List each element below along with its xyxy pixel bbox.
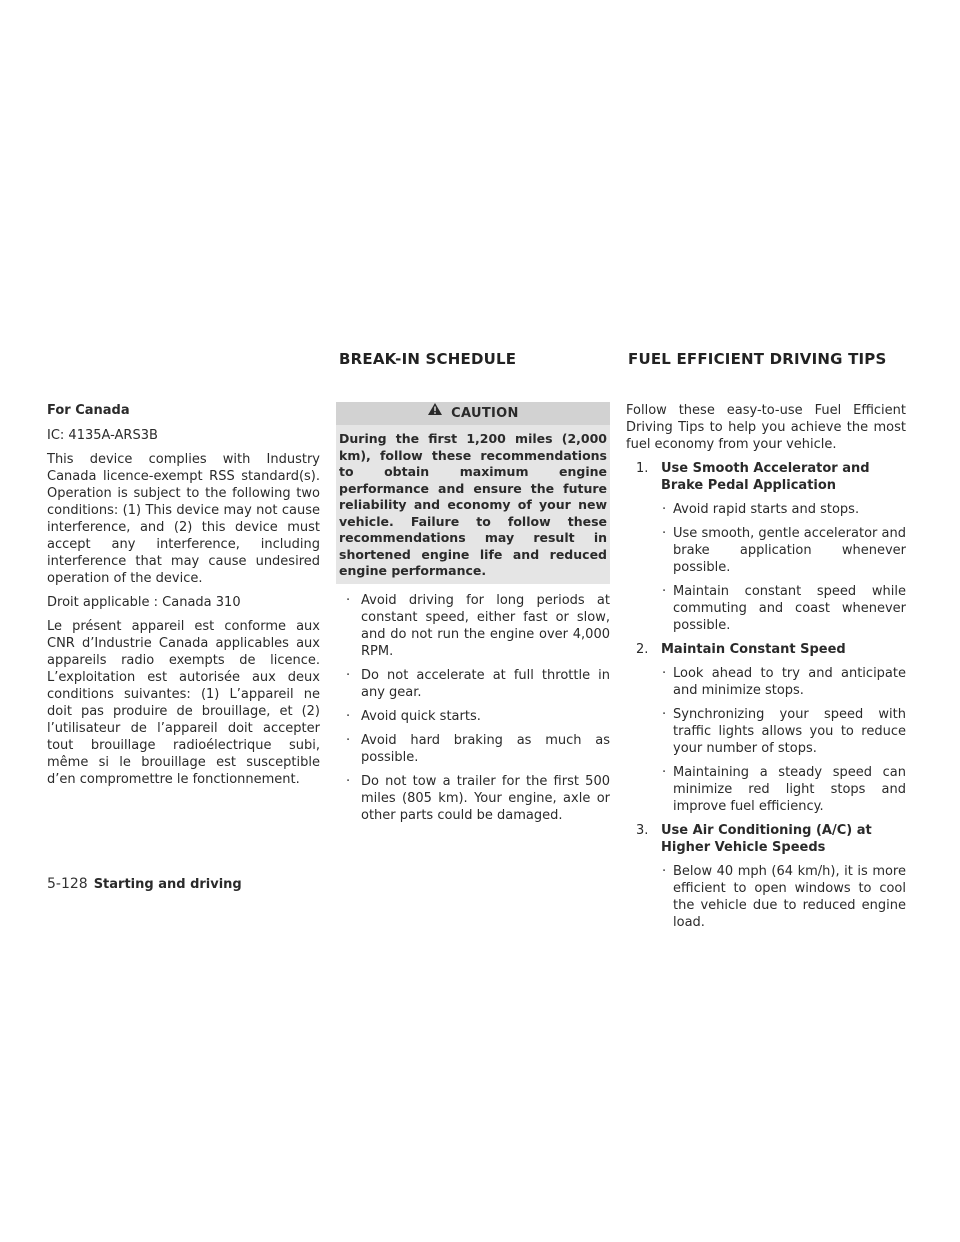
fuel-tip-3	[626, 822, 906, 931]
caution-title: CAUTION	[451, 406, 519, 421]
middle-column	[336, 402, 610, 831]
fuel-tips-heading: FUEL EFFICIENT DRIVING TIPS	[628, 350, 887, 368]
fuel-tip-1	[626, 460, 906, 634]
right-column	[626, 402, 906, 938]
page-number: 5-128	[47, 876, 88, 892]
fuel-tip-2	[626, 641, 906, 815]
fuel-tip-heading: 2. Maintain Constant Speed	[636, 642, 846, 657]
break-in-bullet-list	[336, 592, 610, 824]
list-item: · Avoid quick starts.	[346, 708, 481, 724]
droit-line: Droit applicable : Canada 310	[47, 595, 241, 610]
page-footer	[47, 876, 242, 893]
caution-title-bar	[336, 402, 610, 425]
list-item: · Below 40 mph (64 km/h), it is more efficient to open windows to cool the vehicle due to reduced engine load.	[662, 864, 906, 930]
left-column	[47, 402, 320, 795]
caution-text: During the first 1,200 miles (2,000 km), follow these recommendations to obtain maximum engine performance and ensure the future reliability and economy of your new vehicle. Failure to follow these recommendations may result in shortened engine life and reduced engine performance.	[339, 431, 607, 578]
warning-triangle-icon	[427, 401, 443, 424]
fuel-tip-heading: 3. Use Air Conditioning (A/C) at Higher Vehicle Speeds	[636, 823, 872, 855]
for-canada-subheading: For Canada	[47, 403, 130, 418]
list-item: · Avoid hard braking as much as possible.	[346, 732, 610, 765]
compliance-paragraph-en: This device complies with Industry Canada licence-exempt RSS standard(s). Operation is subject to the following two conditions: (1) This device may not cause interference, and (2) this device must accept any interference, including interference that may cause undesired operation of the device.	[47, 452, 320, 586]
list-item: · Use smooth, gentle accelerator and brake application whenever possible.	[662, 526, 906, 575]
list-item: · Avoid rapid starts and stops.	[662, 502, 860, 517]
compliance-paragraph-fr: Le présent appareil est conforme aux CNR d’Industrie Canada applicables aux appareils radio exempts de licence. L’exploitation est autorisée aux deux conditions suivantes: (1) L’appareil ne doit pas produire de brouillage, et (2) l’utilisateur de l’appareil doit accepter tout brouillage radioélectrique subi, même si le brouillage est susceptible d’en compromettre le fonctionnement.	[47, 619, 320, 787]
fuel-tip-heading: 1. Use Smooth Accelerator and Brake Pedal Application	[636, 461, 870, 493]
list-item: · Maintaining a steady speed can minimize red light stops and improve fuel efficiency.	[662, 765, 906, 814]
list-item: · Do not accelerate at full throttle in any gear.	[346, 667, 610, 700]
list-item: · Synchronizing your speed with traffic lights allows you to reduce your number of stops.	[662, 707, 906, 756]
list-item: · Do not tow a trailer for the first 500 miles (805 km). Your engine, axle or other parts could be damaged.	[346, 773, 610, 823]
fuel-intro-paragraph: Follow these easy-to-use Fuel Efficient Driving Tips to help you achieve the most fuel economy from your vehicle.	[626, 403, 906, 452]
break-in-schedule-heading: BREAK-IN SCHEDULE	[339, 350, 517, 368]
footer-section-title: Starting and driving	[93, 877, 242, 892]
caution-box	[336, 402, 610, 584]
list-item: · Maintain constant speed while commuting and coast whenever possible.	[662, 584, 906, 633]
ic-line: IC: 4135A-ARS3B	[47, 428, 158, 443]
list-item: · Avoid driving for long periods at constant speed, either fast or slow, and do not run the engine over 4,000 RPM.	[346, 592, 610, 659]
list-item: · Look ahead to try and anticipate and minimize stops.	[662, 666, 906, 698]
